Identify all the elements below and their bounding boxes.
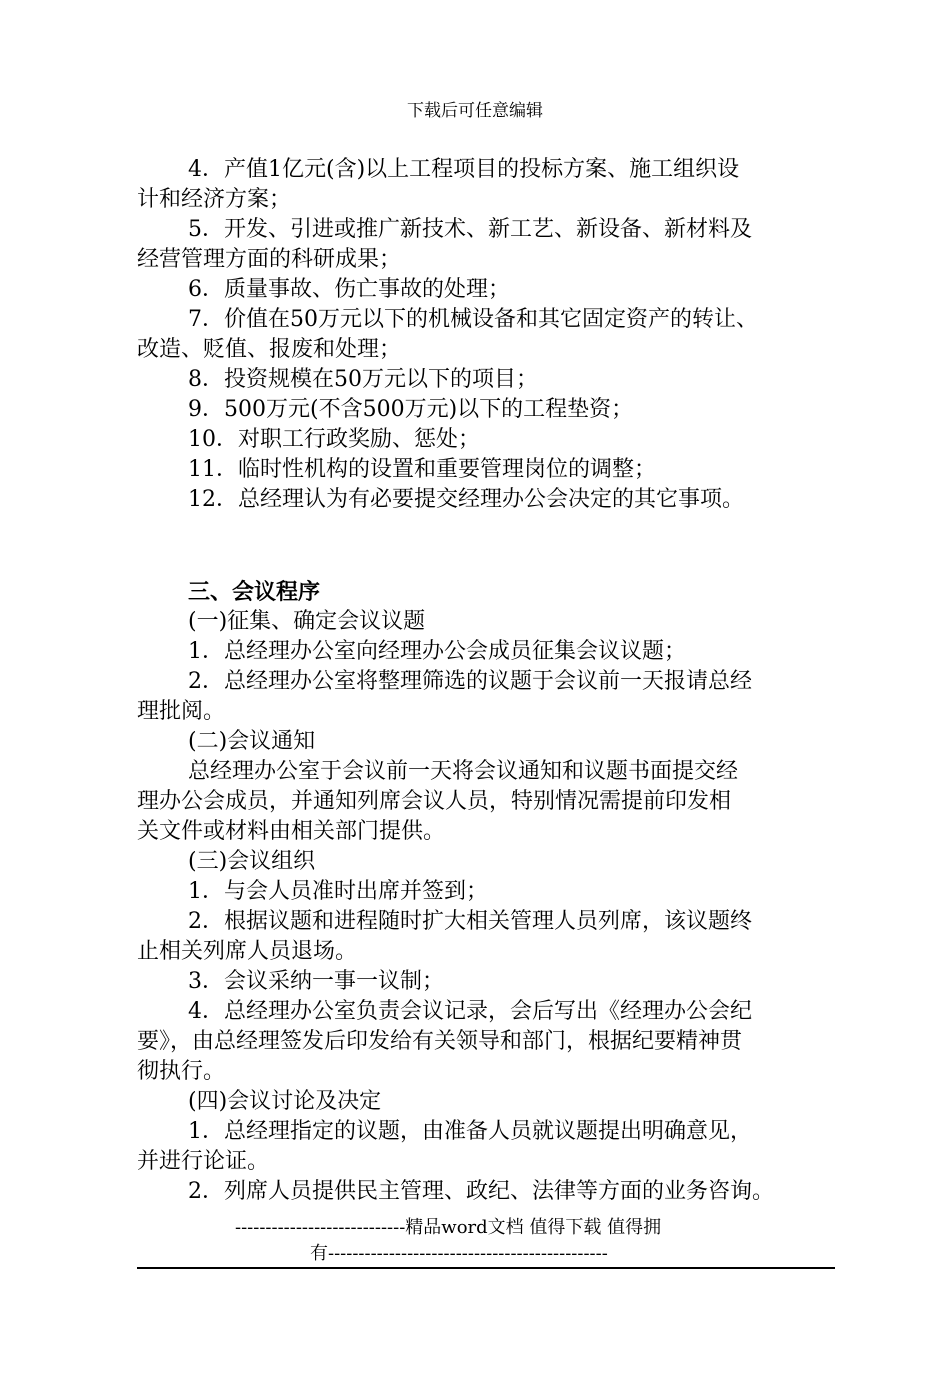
text-line: 理批阅。 (137, 699, 226, 724)
text-line: (二)会议通知 (188, 729, 316, 754)
section-heading: 三、会议程序 (188, 579, 321, 605)
blank-line (137, 531, 837, 561)
footer-line-2: 有---------------------------------------------- (310, 1243, 608, 1264)
text-line: 2．总经理办公室将整理筛选的议题于会议前一天报请总经 (188, 669, 752, 694)
text-line: 计和经济方案； (137, 187, 292, 212)
text-line: 3．会议采纳一事一议制； (188, 969, 444, 994)
text-line: 10．对职工行政奖励、惩处； (188, 427, 480, 452)
text-line: 4．产值1亿元(含)以上工程项目的投标方案、施工组织设 (188, 157, 740, 182)
text-line: 8．投资规模在50万元以下的项目； (188, 367, 538, 392)
text-line: 1．与会人员准时出席并签到； (188, 879, 488, 904)
text-line: 关文件或材料由相关部门提供。 (137, 819, 446, 844)
text-line: (四)会议讨论及决定 (188, 1089, 382, 1114)
text-line: 要》，由总经理签发后印发给有关领导和部门，根据纪要精神贯 (137, 1029, 743, 1054)
text-line: 经营管理方面的科研成果； (137, 247, 402, 272)
text-line: 2．根据议题和进程随时扩大相关管理人员列席，该议题终 (188, 909, 752, 934)
text-line: 11．临时性机构的设置和重要管理岗位的调整； (188, 457, 656, 482)
text-line: 彻执行。 (137, 1059, 226, 1084)
text-line: (三)会议组织 (188, 849, 316, 874)
text-line: (一)征集、确定会议议题 (188, 609, 426, 634)
text-line: 改造、贬值、报废和处理； (137, 337, 402, 362)
text-line: 并进行论证。 (137, 1149, 270, 1174)
text-line: 9．500万元(不含500万元)以下的工程垫资； (188, 397, 634, 422)
footer-rule (137, 1267, 835, 1269)
text-line: 理办公会成员，并通知列席会议人员，特别情况需提前印发相 (137, 789, 732, 814)
text-line: 6．质量事故、伤亡事故的处理； (188, 277, 510, 302)
text-line: 12．总经理认为有必要提交经理办公会决定的其它事项。 (188, 487, 744, 512)
text-line: 2．列席人员提供民主管理、政纪、法律等方面的业务咨询。 (188, 1179, 774, 1204)
text-line: 5．开发、引进或推广新技术、新工艺、新设备、新材料及 (188, 217, 752, 242)
text-line: 4．总经理办公室负责会议记录，会后写出《经理办公会纪 (188, 999, 752, 1024)
text-line: 1．总经理指定的议题，由准备人员就议题提出明确意见， (188, 1119, 752, 1144)
document-body (137, 155, 837, 1207)
page-header: 下载后可任意编辑 (407, 101, 543, 121)
text-line: 7．价值在50万元以下的机械设备和其它固定资产的转让、 (188, 307, 758, 332)
text-line: 止相关列席人员退场。 (137, 939, 358, 964)
text-line: 总经理办公室于会议前一天将会议通知和议题书面提交经 (188, 759, 739, 784)
footer-line-1: ----------------------------精品word文档 值得下载 值得拥 (235, 1217, 662, 1238)
page-footer (137, 1215, 835, 1267)
text-line: 1．总经理办公室向经理办公会成员征集会议议题； (188, 639, 686, 664)
